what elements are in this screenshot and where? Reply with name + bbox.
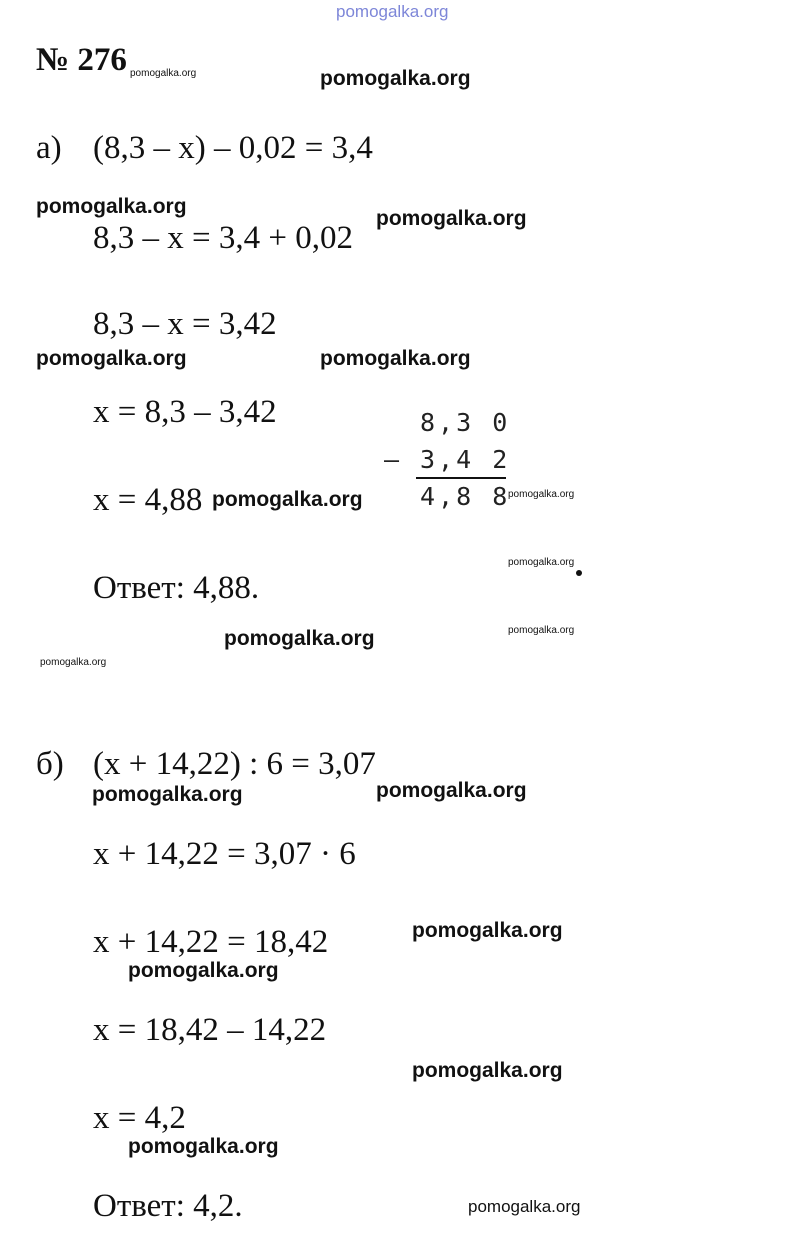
part-b-equation: (х + 14,22) : 6 = 3,07 — [93, 746, 376, 782]
part-b-label: б) — [36, 746, 64, 782]
watermark: pomogalka.org — [212, 488, 363, 511]
watermark: pomogalka.org — [412, 919, 563, 942]
watermark-small: pomogalka.org — [40, 657, 107, 668]
part-a-step-2: 8,3 – х = 3,42 — [93, 306, 277, 342]
watermark-small: pomogalka.org — [508, 489, 575, 500]
problem-number: № 276 — [36, 42, 127, 78]
column-subtrahend: 3,4 2 — [420, 445, 511, 474]
dot-mark — [576, 570, 582, 576]
watermark-small: pomogalka.org — [130, 68, 197, 79]
part-a-step-3: х = 8,3 – 3,42 — [93, 394, 277, 430]
part-b-step-2: х + 14,22 = 18,42 — [93, 924, 329, 960]
watermark: pomogalka.org — [468, 1197, 581, 1216]
column-result: 4,8 8 — [420, 482, 511, 511]
watermark: pomogalka.org — [36, 195, 187, 218]
watermark: pomogalka.org — [412, 1059, 563, 1082]
part-a-step-1: 8,3 – х = 3,4 + 0,02 — [93, 220, 353, 256]
part-b-step-3: х = 18,42 – 14,22 — [93, 1012, 327, 1048]
part-a-answer: Ответ: 4,88. — [93, 570, 260, 606]
watermark: pomogalka.org — [128, 959, 279, 982]
watermark: pomogalka.org — [320, 67, 471, 90]
column-line — [416, 477, 506, 479]
watermark-small: pomogalka.org — [508, 557, 575, 568]
watermark: pomogalka.org — [376, 207, 527, 230]
watermark: pomogalka.org — [36, 347, 187, 370]
watermark: pomogalka.org — [92, 783, 243, 806]
watermark-small: pomogalka.org — [508, 625, 575, 636]
column-minuend: 8,3 0 — [420, 408, 511, 437]
column-minus-sign: – — [384, 445, 403, 474]
watermark: pomogalka.org — [376, 779, 527, 802]
part-b-answer: Ответ: 4,2. — [93, 1188, 243, 1224]
part-b-step-1: х + 14,22 = 3,07 · 6 — [93, 836, 356, 872]
watermark: pomogalka.org — [320, 347, 471, 370]
part-b-step-4: х = 4,2 — [93, 1100, 186, 1136]
part-a-equation: (8,3 – х) – 0,02 = 3,4 — [93, 130, 373, 166]
part-a-label: а) — [36, 130, 62, 166]
watermark: pomogalka.org — [128, 1135, 279, 1158]
part-a-step-4: х = 4,88 — [93, 482, 203, 518]
watermark-top: pomogalka.org — [336, 2, 449, 21]
watermark: pomogalka.org — [224, 627, 375, 650]
